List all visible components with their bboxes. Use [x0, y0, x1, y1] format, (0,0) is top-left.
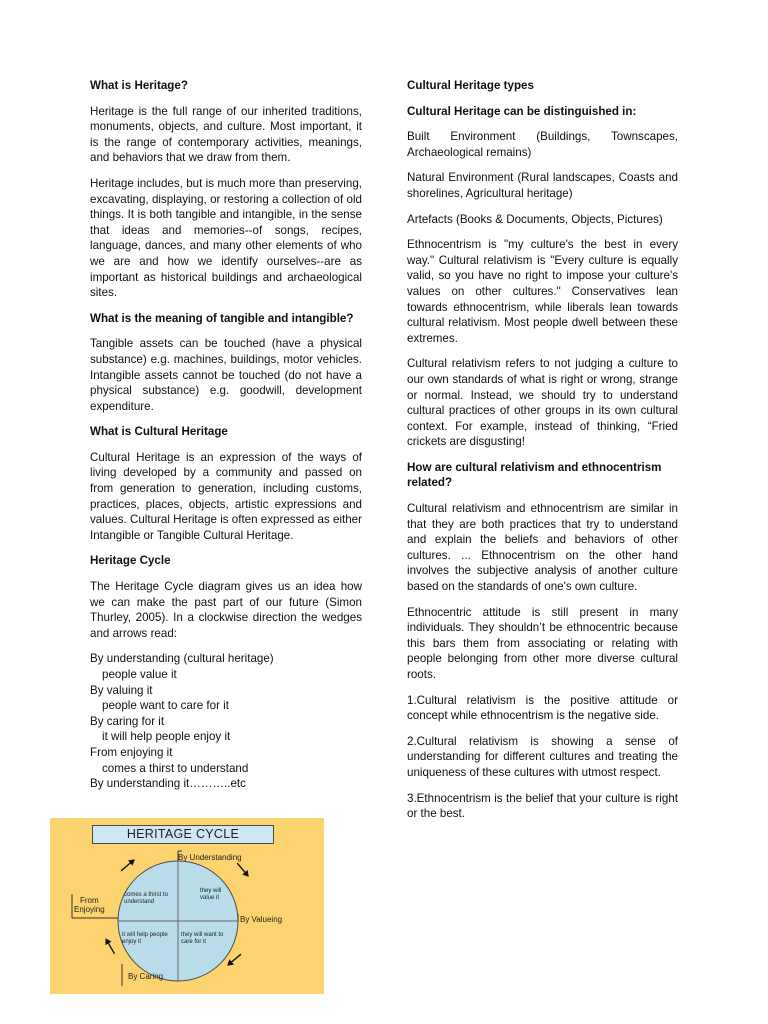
paragraph-point-1: 1.Cultural relativism is the positive attitude or concept while ethnocentrism is the negative side.: [407, 693, 678, 723]
heading-how-related: How are cultural relativism and ethnocentrism related?: [407, 460, 662, 490]
paragraph-heritage-definition: Heritage is the full range of our inherited traditions, monuments, objects, and culture. Most important, it is the range of contemporary activities, meanings, and behaviors that we draw from them.: [90, 104, 362, 165]
paragraph-tangible-assets: Tangible assets can be touched (have a physical substance) e.g. machines, buildings, motor vehicles. Intangible assets cannot be touched (do not have a physical substance) e.g. goodwill, development expenditure.: [90, 337, 362, 413]
cycle-step: By understanding (cultural heritage): [90, 652, 274, 666]
cycle-step: people value it: [102, 668, 177, 681]
arrow-icon: [235, 861, 252, 879]
cycle-step: it will help people enjoy it: [102, 730, 231, 744]
paragraph-cultural-heritage: Cultural Heritage is an expression of the ways of living developed by a community and passed on from generation to generation, including customs, practices, places, objects, artistic expressions and values. Cultural Heritage is often expressed as either Intangible or Tangible Cultural Heritage.: [90, 450, 362, 542]
paragraph-cultural-relativism: Cultural relativism refers to not judging a culture to our own standards of what is right or wrong, strange or normal. Instead, we should try to understand cultural practices of other groups in its own cultural context. For example, instead of thinking, “Fried crickets are disgusting!: [407, 357, 678, 449]
heading-tangible-intangible: What is the meaning of tangible and intangible?: [90, 311, 354, 325]
heading-what-is-heritage: What is Heritage?: [90, 79, 188, 92]
label-from: From: [80, 896, 99, 905]
heading-cultural-heritage: What is Cultural Heritage: [90, 425, 228, 439]
heading-heritage-cycle: Heritage Cycle: [90, 554, 171, 568]
heading-distinguished-in: Cultural Heritage can be distinguished in:: [407, 104, 637, 118]
label-enjoying: Enjoying: [74, 905, 105, 914]
paragraph-similar: Cultural relativism and ethnocentrism are similar in that they are both practices that try to understand and explain the beliefs and behaviors of other cultures. ... Ethnocentrism on the other hand involves the subjective analysis of another culture based on the standards of one's own culture.: [407, 502, 678, 594]
paragraph-heritage-includes: Heritage includes, but is much more than preserving, excavating, displaying, or restoring a collection of old things. It is both tangible and intangible, in the sense that ideas and memories--of songs, recipes, language, dances, and many other elements of who we are and how we identify ourselves--are as important as historical buildings and archaeological sites.: [90, 176, 362, 300]
paragraph-heritage-cycle: The Heritage Cycle diagram gives us an idea how we can make the past part of our future (Simon Thurley, 2005). In a clockwise direction the wedges and arrows read:: [90, 580, 362, 640]
right-column: [407, 78, 678, 832]
cycle-step: By understanding it………..etc: [90, 777, 246, 791]
quadrant-text-top-right: they will value it: [200, 888, 222, 901]
label-by-caring: By Caring: [128, 972, 164, 981]
quadrant-text-top-left: comes a thirst to understand: [124, 892, 169, 905]
paragraph-ethnocentrism: Ethnocentrism is "my culture's the best in every way." Cultural relativism is "Every culture is equally valid, so you have no right to impose your culture's values on other cultures." Conservatives lean towards ethnocentrism, while liberals lean towards cultural relativism. Most people dwell between these extremes.: [407, 238, 678, 345]
cycle-step: From enjoying it: [90, 745, 173, 759]
paragraph-point-2: 2.Cultural relativism is showing a sense of understanding for different cultures and treating the uniqueness of these cultures with utmost respect.: [407, 734, 678, 779]
heading-cultural-heritage-types: Cultural Heritage types: [407, 79, 534, 92]
arrow-icon: [119, 857, 137, 874]
cycle-step: By caring for it: [90, 714, 165, 728]
paragraph-point-3: 3.Ethnocentrism is the belief that your culture is right or the best.: [407, 791, 678, 821]
cycle-steps-list: [90, 651, 362, 791]
paragraph-built-environment: Built Environment (Buildings, Townscapes, Archaeological remains): [407, 130, 678, 159]
paragraph-natural-environment: Natural Environment (Rural landscapes, Coasts and shorelines, Agricultural heritage): [407, 171, 678, 200]
paragraph-artefacts: Artefacts (Books & Documents, Objects, Pictures): [407, 212, 663, 226]
cycle-step: comes a thirst to understand: [102, 761, 249, 775]
quadrant-text-bottom-left: it will help people enjoy it: [122, 932, 168, 945]
cycle-step: By valuing it: [90, 683, 153, 697]
quadrant-text-bottom-right: they will want to care for it: [181, 932, 224, 945]
diagram-title: HERITAGE CYCLE: [92, 825, 274, 844]
label-by-understanding: By Understanding: [178, 853, 242, 862]
label-by-valueing: By Valueing: [240, 915, 283, 924]
arrow-icon: [102, 936, 117, 955]
paragraph-ethnocentric-attitude: Ethnocentric attitude is still present in many individuals. They shouldn’t be ethnocentric because this bars them from associating or relating with people belonging from other more diverse cultural roots.: [407, 605, 678, 681]
cycle-step: people want to care for it: [102, 699, 229, 713]
heritage-cycle-diagram: [50, 818, 324, 994]
left-column: [90, 78, 362, 792]
